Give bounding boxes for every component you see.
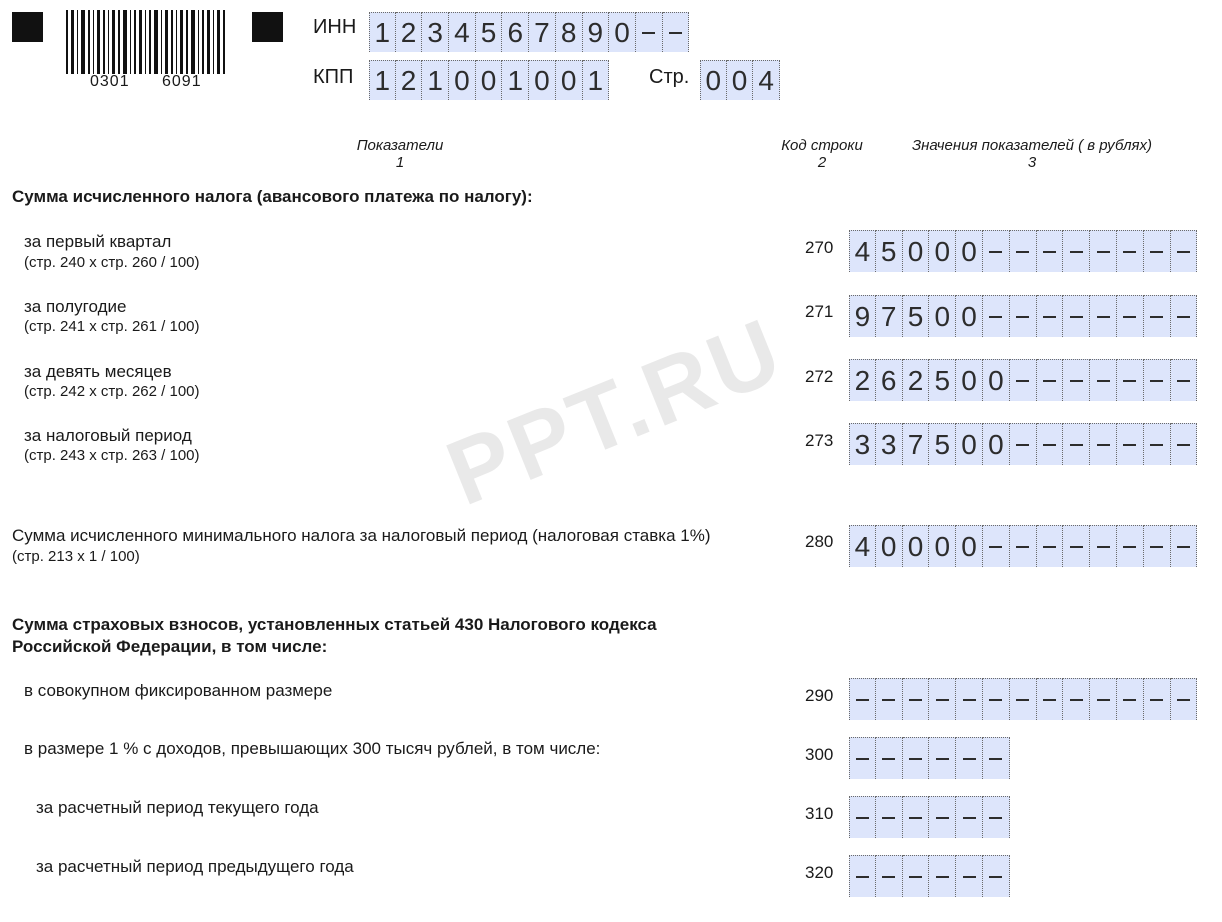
dash-mark [936,758,949,760]
digit: 0 [454,64,470,96]
digit-cell[interactable] [1037,359,1064,401]
column-title: Код строки [781,137,863,154]
column-number: 3 [1027,154,1037,171]
digit: 0 [907,530,924,562]
digit-cell[interactable] [983,678,1010,720]
dash-mark [1097,316,1110,318]
dash-mark [1177,546,1190,548]
row-code: 320 [805,863,834,882]
digit-cell[interactable] [1063,423,1090,465]
digit-cell[interactable] [1117,359,1144,401]
digit-cell[interactable] [1063,230,1090,272]
digit-cell[interactable] [929,423,956,465]
row-code: 272 [805,367,834,386]
digit-cell[interactable] [849,423,876,465]
row-label: за налоговый период [24,426,192,445]
digit: 7 [534,16,550,48]
dash-mark [882,876,895,878]
digit-cell[interactable] [1090,230,1117,272]
dash-mark [1177,251,1190,253]
digit-cell[interactable] [903,737,930,779]
corner-marker-left [12,12,43,42]
digit: 6 [507,16,524,48]
digit-cell[interactable] [929,796,956,838]
digit-cell[interactable] [876,359,903,401]
dash-mark [963,876,976,878]
digit-cell[interactable] [369,12,396,52]
digit-cell[interactable] [903,678,930,720]
page-label: Стр. [649,66,690,88]
digit-cell[interactable] [956,423,983,465]
digit-cell[interactable] [1117,230,1144,272]
digit-cell[interactable] [903,295,930,337]
dash-mark [989,876,1002,878]
digit: 4 [854,530,871,562]
digit-cell[interactable] [876,295,903,337]
digit-cell[interactable] [956,359,983,401]
dash-mark [963,817,976,819]
column-title: Показатели [356,137,444,154]
dash-mark [989,546,1002,548]
digit-cell[interactable] [956,295,983,337]
dash-mark [1070,546,1083,548]
digit-cell[interactable] [369,60,396,100]
digit-cell[interactable] [753,60,780,100]
digit-cell[interactable] [1090,359,1117,401]
digit-cell[interactable] [956,737,983,779]
dash-mark [642,32,655,34]
dash-mark [882,758,895,760]
column-header-indicators [300,137,500,171]
inn-label: ИНН [313,16,357,38]
digit: 2 [400,64,417,96]
corner-marker-right [252,12,283,42]
digit: 0 [934,530,951,562]
digit-cell[interactable] [1090,423,1117,465]
inn-field[interactable] [369,12,689,52]
digit-cell[interactable] [1037,423,1064,465]
digit-cell[interactable] [903,855,930,897]
digit-cell[interactable] [876,737,903,779]
dash-mark [909,876,922,878]
digit-cell[interactable] [876,525,903,567]
row-formula: (стр. 240 х стр. 260 / 100) [24,254,200,271]
value-field-271[interactable] [849,295,1197,337]
dash-mark [1043,251,1056,253]
digit-cell[interactable] [876,678,903,720]
dash-mark [1070,316,1083,318]
dash-mark [856,699,869,701]
digit-cell[interactable] [929,678,956,720]
digit: 2 [907,364,924,396]
value-field-320[interactable] [849,855,1010,897]
row-label: за полугодие [24,297,127,316]
dash-mark [989,251,1002,253]
dash-mark [1123,316,1136,318]
column-number: 2 [817,154,827,171]
dash-mark [1177,380,1190,382]
dash-mark [936,876,949,878]
dash-mark [1070,251,1083,253]
dash-mark [882,699,895,701]
dash-mark [989,817,1002,819]
digit: 1 [374,64,391,96]
digit: 9 [587,16,604,48]
digit: 8 [560,16,577,48]
digit-cell[interactable] [556,60,583,100]
row-code: 290 [805,686,834,705]
dash-mark [1016,380,1029,382]
digit: 0 [731,64,748,96]
column-number: 1 [395,154,405,171]
dash-mark [1150,251,1163,253]
digit-cell[interactable] [903,796,930,838]
digit: 7 [907,428,924,460]
value-field-270[interactable] [849,230,1197,272]
row-formula: (стр. 243 х стр. 263 / 100) [24,447,200,464]
section-title-insurance [12,614,657,658]
digit-cell[interactable] [1144,423,1171,465]
digit: 6 [880,364,897,396]
dash-mark [1097,699,1110,701]
digit-cell[interactable] [449,60,476,100]
section-title-line: Российской Федерации, в том числе: [12,637,328,656]
digit-cell[interactable] [956,796,983,838]
digit-cell[interactable] [1090,295,1117,337]
digit-cell[interactable] [1171,525,1198,567]
digit-cell[interactable] [1144,525,1171,567]
dash-mark [1123,699,1136,701]
dash-mark [1070,444,1083,446]
digit-cell[interactable] [876,855,903,897]
digit-cell[interactable] [449,12,476,52]
dash-mark [1097,444,1110,446]
digit-cell[interactable] [983,423,1010,465]
barcode-number-left: 0301 [90,73,130,90]
digit: 1 [507,64,524,96]
digit-cell[interactable] [849,737,876,779]
digit: 0 [961,530,977,562]
digit-cell[interactable] [849,855,876,897]
digit-cell[interactable] [1090,678,1117,720]
digit: 2 [854,364,871,396]
digit-cell[interactable] [556,12,583,52]
min-tax-formula: (стр. 213 х 1 / 100) [12,548,140,565]
value-field-272[interactable] [849,359,1197,401]
digit: 3 [880,428,897,460]
digit-cell[interactable] [903,525,930,567]
column-title: Значения показателей ( в рублях) [911,137,1153,154]
digit-cell[interactable] [956,678,983,720]
row-formula: (стр. 241 х стр. 261 / 100) [24,318,200,335]
min-tax-label: Сумма исчисленного минимального налога за налоговый период (налоговая ставка 1%) [12,526,711,545]
dash-mark [882,817,895,819]
row-code: 280 [805,532,834,551]
digit-cell[interactable] [502,12,529,52]
digit-cell[interactable] [422,12,449,52]
digit: 0 [705,64,722,96]
column-header-values [882,137,1182,171]
digit-cell[interactable] [1171,678,1198,720]
digit-cell[interactable] [983,295,1010,337]
dash-mark [1016,444,1029,446]
digit-cell[interactable] [636,12,663,52]
digit: 0 [560,64,577,96]
digit-cell[interactable] [1063,359,1090,401]
digit-cell[interactable] [1117,678,1144,720]
dash-mark [669,32,682,34]
dash-mark [989,316,1002,318]
barcode-icon [66,10,226,74]
dash-mark [1070,699,1083,701]
digit-cell[interactable] [663,12,690,52]
section-title-line: Сумма страховых взносов, установленных статьей 430 Налогового кодекса [12,615,657,634]
digit-cell[interactable] [1090,525,1117,567]
digit-cell[interactable] [1063,295,1090,337]
digit-cell[interactable] [956,525,983,567]
digit-cell[interactable] [849,796,876,838]
digit-cell[interactable] [502,60,529,100]
digit-cell[interactable] [849,678,876,720]
value-field-273[interactable] [849,423,1197,465]
digit-cell[interactable] [929,737,956,779]
digit: 3 [854,428,871,460]
digit-cell[interactable] [1010,423,1037,465]
digit: 5 [880,235,897,267]
digit-cell[interactable] [422,60,449,100]
digit-cell[interactable] [1010,525,1037,567]
digit-cell[interactable] [903,230,930,272]
digit-cell[interactable] [1010,295,1037,337]
dash-mark [989,758,1002,760]
digit: 7 [880,300,897,332]
digit-cell[interactable] [700,60,727,100]
dash-mark [1150,546,1163,548]
digit: 1 [374,16,391,48]
value-field-310[interactable] [849,796,1010,838]
digit-cell[interactable] [983,525,1010,567]
digit-cell[interactable] [1144,678,1171,720]
digit-cell[interactable] [609,12,636,52]
dash-mark [909,699,922,701]
digit: 0 [934,235,951,267]
dash-mark [1016,546,1029,548]
dash-mark [963,699,976,701]
value-field-280[interactable] [849,525,1197,567]
row-label: в совокупном фиксированном размере [24,681,333,700]
row-label: за расчетный период предыдущего года [36,857,354,876]
digit: 0 [480,64,497,96]
digit: 0 [534,64,550,96]
digit-cell[interactable] [583,60,610,100]
digit-cell[interactable] [1171,295,1198,337]
dash-mark [989,699,1002,701]
digit-cell[interactable] [929,230,956,272]
digit-cell[interactable] [529,12,556,52]
digit: 4 [454,16,470,48]
dash-mark [1097,546,1110,548]
barcode-number-right: 6091 [162,73,202,90]
row-code: 270 [805,238,834,257]
dash-mark [1016,251,1029,253]
section-title-tax: Сумма исчисленного налога (авансового платежа по налогу): [12,187,533,206]
digit-cell[interactable] [929,855,956,897]
digit-cell[interactable] [1037,678,1064,720]
dash-mark [1043,699,1056,701]
digit-cell[interactable] [1037,230,1064,272]
digit: 0 [880,530,897,562]
row-code: 273 [805,431,834,450]
dash-mark [856,758,869,760]
digit: 4 [758,64,774,96]
dash-mark [1123,444,1136,446]
digit-cell[interactable] [876,423,903,465]
digit: 0 [961,235,977,267]
dash-mark [856,876,869,878]
dash-mark [1177,699,1190,701]
digit-cell[interactable] [583,12,610,52]
digit-cell[interactable] [903,423,930,465]
digit: 0 [961,300,977,332]
digit-cell[interactable] [983,359,1010,401]
digit-cell[interactable] [1171,230,1198,272]
digit-cell[interactable] [1117,423,1144,465]
value-field-290[interactable] [849,678,1197,720]
digit-cell[interactable] [983,230,1010,272]
dash-mark [963,758,976,760]
page-number-field[interactable] [700,60,780,100]
dash-mark [1043,316,1056,318]
dash-mark [1016,316,1029,318]
digit: 2 [400,16,417,48]
digit-cell[interactable] [983,796,1010,838]
digit: 0 [907,235,924,267]
digit-cell[interactable] [849,525,876,567]
row-label: за расчетный период текущего года [36,798,319,817]
kpp-label: КПП [313,66,354,88]
digit-cell[interactable] [529,60,556,100]
digit: 5 [480,16,497,48]
row-formula: (стр. 242 х стр. 262 / 100) [24,383,200,400]
digit: 0 [934,300,951,332]
digit-cell[interactable] [929,359,956,401]
digit: 0 [961,364,977,396]
digit: 5 [934,364,951,396]
digit-cell[interactable] [1063,678,1090,720]
digit-cell[interactable] [1037,295,1064,337]
digit-cell[interactable] [876,230,903,272]
digit-cell[interactable] [1117,295,1144,337]
digit-cell[interactable] [396,60,423,100]
dash-mark [1043,444,1056,446]
digit-cell[interactable] [1171,359,1198,401]
digit-cell[interactable] [1010,230,1037,272]
digit-cell[interactable] [1117,525,1144,567]
digit-cell[interactable] [929,525,956,567]
dash-mark [1150,444,1163,446]
row-code: 300 [805,745,834,764]
row-label: за первый квартал [24,232,172,251]
row-code: 310 [805,804,834,823]
dash-mark [1123,251,1136,253]
digit: 1 [587,64,604,96]
digit-cell[interactable] [929,295,956,337]
digit: 3 [427,16,443,48]
digit-cell[interactable] [476,60,503,100]
digit-cell[interactable] [1171,423,1198,465]
digit-cell[interactable] [476,12,503,52]
dash-mark [1177,316,1190,318]
digit-cell[interactable] [903,359,930,401]
digit-cell[interactable] [983,737,1010,779]
dash-mark [1177,444,1190,446]
kpp-field[interactable] [369,60,609,100]
dash-mark [1097,380,1110,382]
digit-cell[interactable] [983,855,1010,897]
dash-mark [936,699,949,701]
digit: 0 [614,16,630,48]
digit-cell[interactable] [1144,230,1171,272]
dash-mark [909,758,922,760]
dash-mark [1150,380,1163,382]
dash-mark [1016,699,1029,701]
digit: 5 [934,428,951,460]
watermark: PPT.RU [433,298,798,526]
digit: 9 [854,300,871,332]
digit: 0 [961,428,977,460]
digit: 5 [907,300,924,332]
digit-cell[interactable] [1010,678,1037,720]
digit-cell[interactable] [396,12,423,52]
digit-cell[interactable] [727,60,754,100]
row-label: в размере 1 % с доходов, превышающих 300 тысяч рублей, в том числе: [24,739,601,758]
dash-mark [856,817,869,819]
digit-cell[interactable] [1010,359,1037,401]
dash-mark [1070,380,1083,382]
digit: 0 [988,364,1004,396]
digit-cell[interactable] [849,295,876,337]
digit-cell[interactable] [1144,295,1171,337]
dash-mark [1123,380,1136,382]
digit: 4 [854,235,871,267]
row-code: 271 [805,302,834,321]
digit-cell[interactable] [956,230,983,272]
dash-mark [1043,380,1056,382]
digit-cell[interactable] [1063,525,1090,567]
dash-mark [1123,546,1136,548]
row-label: за девять месяцев [24,362,172,381]
dash-mark [909,817,922,819]
dash-mark [1150,699,1163,701]
digit-cell[interactable] [956,855,983,897]
digit-cell[interactable] [849,359,876,401]
digit-cell[interactable] [849,230,876,272]
dash-mark [1150,316,1163,318]
digit-cell[interactable] [1144,359,1171,401]
dash-mark [1097,251,1110,253]
dash-mark [1043,546,1056,548]
column-header-code [762,137,882,171]
digit: 1 [427,64,443,96]
dash-mark [936,817,949,819]
digit-cell[interactable] [876,796,903,838]
digit: 0 [988,428,1004,460]
value-field-300[interactable] [849,737,1010,779]
digit-cell[interactable] [1037,525,1064,567]
